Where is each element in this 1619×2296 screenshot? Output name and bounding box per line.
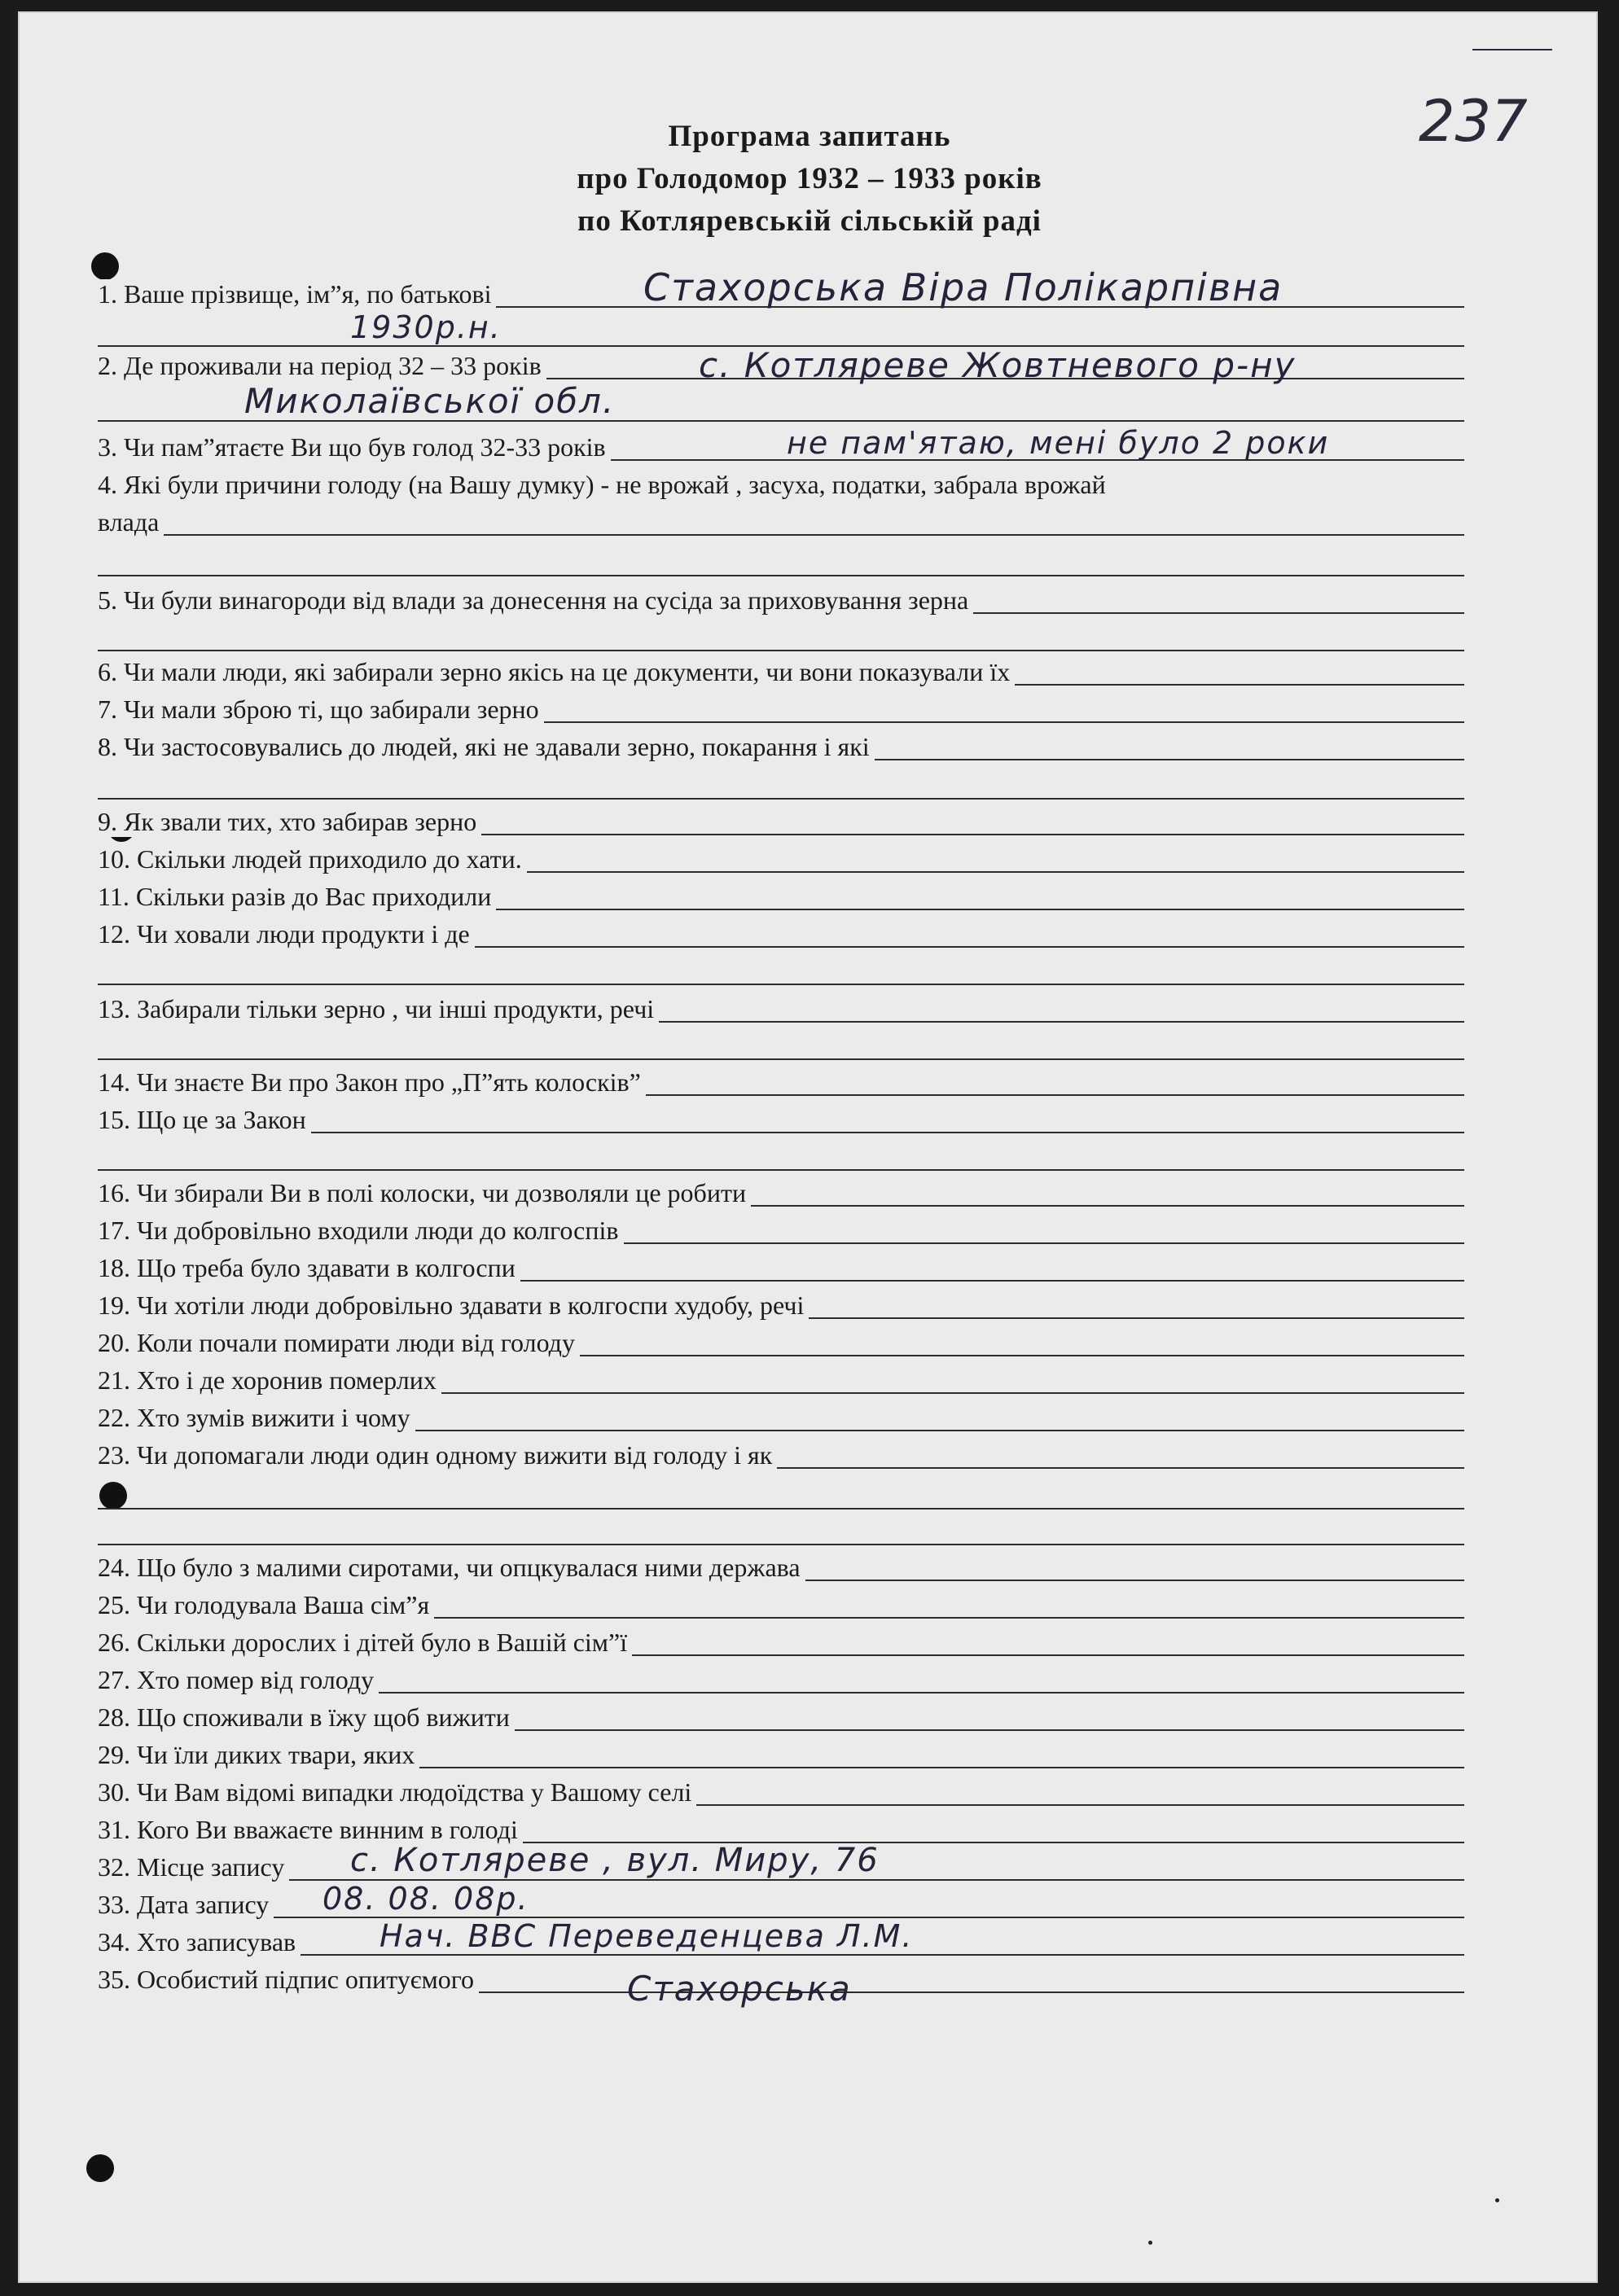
handwritten-answer: не пам'ятаю, мені було 2 роки	[787, 425, 1330, 461]
question-text: 8. Чи застосовувались до людей, які не здавали зерно, покарання і які	[98, 732, 875, 762]
question-text: 24. Що було з малими сиротами, чи опцкувалася ними держава	[98, 1553, 805, 1583]
question-row	[0, 1700, 1619, 1737]
title-line-2: про Голодомор 1932 – 1933 років	[577, 162, 1042, 195]
question-row	[0, 467, 1619, 505]
question-text: 2. Де проживали на період 32 – 33 років	[98, 351, 546, 381]
answer-line	[98, 534, 1464, 536]
question-text: 7. Чи мали зброю ті, що забирали зерно	[98, 694, 544, 725]
question-text: 29. Чи їли диких твари, яких	[98, 1740, 419, 1770]
question-text: 4. Які були причини голоду (на Вашу думку) - не врожай , засуха, податки, забрала врожай	[98, 470, 1111, 500]
answer-line-continued	[98, 1169, 1464, 1171]
question-text: 23. Чи допомагали люди один одному вижити від голоду і як	[98, 1440, 777, 1470]
question-row	[0, 1737, 1619, 1775]
title-line-3: по Котляревській сільській раді	[577, 204, 1042, 238]
question-text: 15. Що це за Закон	[98, 1105, 311, 1135]
question-row	[0, 1288, 1619, 1325]
question-text: 18. Що треба було здавати в колгоспи	[98, 1253, 520, 1283]
question-text: 30. Чи Вам відомі випадки людоїдства у Вашому селі	[98, 1777, 696, 1807]
answer-line	[98, 1879, 1464, 1881]
handwritten-answer: 08. 08. 08р.	[322, 1881, 529, 1917]
question-text: 3. Чи пам”ятаєте Ви що був голод 32-33 років	[98, 432, 611, 462]
punch-hole	[86, 2154, 114, 2182]
question-text: 14. Чи знаєте Ви про Закон про „П”ять колосків”	[98, 1067, 646, 1098]
handwritten-answer: Нач. ВВС Переведенцева Л.М.	[380, 1918, 914, 1954]
question-text: 20. Коли почали помирати люди від голоду	[98, 1328, 580, 1358]
page-number-rule	[1472, 49, 1552, 50]
punch-hole	[99, 1482, 127, 1509]
question-row	[0, 1625, 1619, 1663]
question-text: 11. Скільки разів до Вас приходили	[98, 882, 496, 912]
question-row	[0, 842, 1619, 879]
question-text: влада	[98, 507, 164, 537]
question-text: 9. Як звали тих, хто забирав зерно	[98, 807, 481, 837]
punch-hole	[91, 252, 119, 280]
question-row	[0, 1775, 1619, 1812]
answer-line-continued	[98, 1508, 1464, 1509]
question-text: 33. Дата запису	[98, 1890, 274, 1920]
title-line-1: Програма запитань	[668, 120, 951, 153]
question-row	[0, 1176, 1619, 1213]
question-text: 12. Чи ховали люди продукти і де	[98, 919, 475, 949]
question-row	[0, 804, 1619, 842]
question-row	[0, 1438, 1619, 1475]
question-text: 26. Скільки дорослих і дітей було в Вашій сім”ї	[98, 1628, 632, 1658]
question-row	[0, 992, 1619, 1029]
question-text: 21. Хто і де хоронив померлих	[98, 1365, 441, 1396]
question-row	[0, 1065, 1619, 1102]
page-number: 237	[1419, 88, 1528, 155]
question-row	[0, 1663, 1619, 1700]
question-row	[0, 1588, 1619, 1625]
answer-line-continued	[98, 984, 1464, 985]
handwritten-answer: Миколаївської обл.	[244, 381, 616, 421]
question-row	[0, 1251, 1619, 1288]
question-text: 32. Місце запису	[98, 1852, 289, 1882]
speck	[1148, 2241, 1152, 2245]
question-text: 27. Хто помер від голоду	[98, 1665, 379, 1695]
question-text: 28. Що споживали в їжу щоб вижити	[98, 1702, 515, 1733]
answer-line-continued	[98, 1544, 1464, 1545]
question-text: 1. Ваше прізвище, ім”я, по батькові	[98, 279, 496, 309]
question-text: 13. Забирали тільки зерно , чи інші продукти, речі	[98, 994, 659, 1024]
handwritten-answer: Стахорська Віра Полікарпівна	[643, 265, 1283, 309]
answer-line-continued	[98, 575, 1464, 576]
question-row	[0, 583, 1619, 620]
handwritten-signature: Стахорська	[627, 1969, 852, 2009]
question-row	[0, 917, 1619, 954]
question-text: 10. Скільки людей приходило до хати.	[98, 844, 527, 874]
handwritten-answer: 1930р.н.	[350, 309, 502, 345]
question-text: 22. Хто зумів вижити і чому	[98, 1403, 415, 1433]
question-text: 16. Чи збирали Ви в полі колоски, чи дозволяли це робити	[98, 1178, 751, 1208]
question-row	[0, 1550, 1619, 1588]
question-text: 17. Чи добровільно входили люди до колгоспів	[98, 1216, 624, 1246]
answer-line-continued	[98, 798, 1464, 800]
question-text: 34. Хто записував	[98, 1927, 301, 1957]
answer-line-continued	[98, 650, 1464, 651]
question-row	[0, 1363, 1619, 1400]
handwritten-answer: с. Котляреве , вул. Миру, 76	[350, 1842, 880, 1879]
question-text: 31. Кого Ви вважаєте винним в голоді	[98, 1815, 523, 1845]
question-text: 19. Чи хотіли люди добровільно здавати в колгоспи худобу, речі	[98, 1290, 809, 1321]
question-text: 6. Чи мали люди, які забирали зерно якісь на це документи, чи вони показували їх	[98, 657, 1015, 687]
answer-line-continued	[98, 1058, 1464, 1060]
question-row	[0, 879, 1619, 917]
question-row	[0, 1213, 1619, 1251]
handwritten-answer: с. Котляреве Жовтневого р-ну	[699, 345, 1297, 385]
answer-line	[98, 1954, 1464, 1956]
speck	[1495, 2198, 1499, 2202]
question-row	[0, 692, 1619, 730]
question-text: 35. Особистий підпис опитуємого	[98, 1965, 479, 1995]
question-row	[0, 730, 1619, 767]
question-text: 25. Чи голодувала Ваша сім”я	[98, 1590, 434, 1620]
question-row	[0, 1400, 1619, 1438]
question-row	[0, 1102, 1619, 1140]
question-row	[0, 1325, 1619, 1363]
question-text: 5. Чи були винагороди від влади за донесення на сусіда за приховування зерна	[98, 585, 973, 616]
question-row	[0, 505, 1619, 542]
question-row	[0, 655, 1619, 692]
